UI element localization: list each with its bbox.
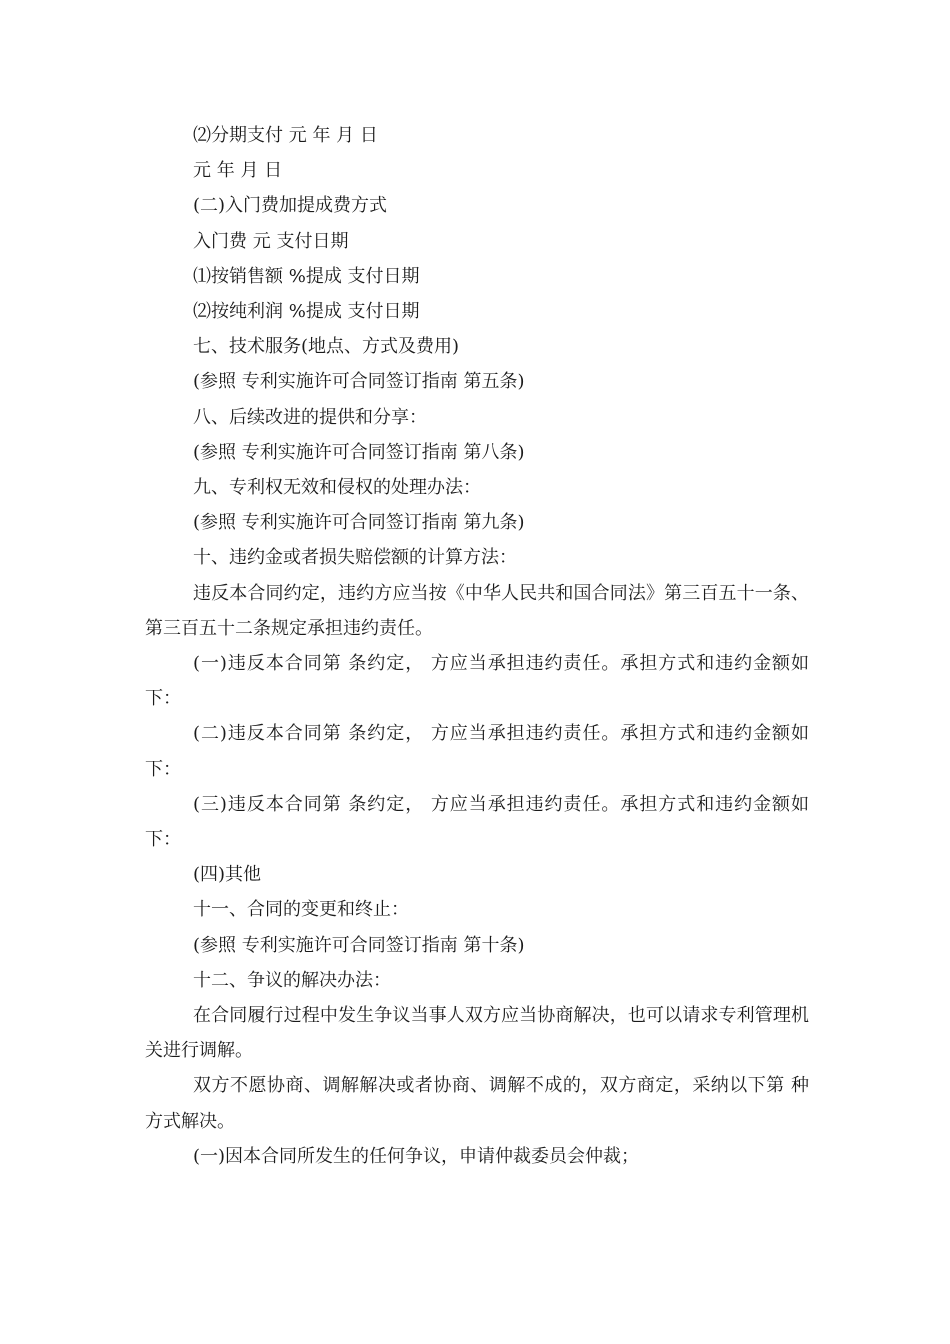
- section-8-reference: (参照 专利实施许可合同签订指南 第八条): [193, 441, 525, 463]
- profit-royalty-line: ⑵按纯利润 %提成 支付日期: [193, 301, 420, 323]
- arbitration-clause: (一)因本合同所发生的任何争议，申请仲裁委员会仲裁；: [193, 1145, 640, 1167]
- breach-clause-3: (三)违反本合同第 条约定， 方应当承担违约责任。承担方式和违约金额如下：: [145, 793, 809, 851]
- entry-fee-royalty-heading: (二)入门费加提成费方式: [193, 195, 388, 217]
- section-10-heading: 十、违约金或者损失赔偿额的计算方法：: [193, 547, 517, 569]
- breach-clause-1: (一)违反本合同第 条约定， 方应当承担违约责任。承担方式和违约金额如下：: [145, 653, 809, 710]
- section-12-body-1: 在合同履行过程中发生争议当事人双方应当协商解决，也可以请求专利管理机关进行调解。: [145, 1005, 809, 1062]
- section-11-reference: (参照 专利实施许可合同签订指南 第十条): [193, 934, 525, 956]
- section-12-heading: 十二、争议的解决办法：: [193, 969, 391, 991]
- payment-installment-line: ⑵分期支付 元 年 月 日: [193, 125, 378, 146]
- section-7-heading: 七、技术服务(地点、方式及费用): [193, 336, 460, 358]
- section-8-heading: 八、后续改进的提供和分享：: [193, 406, 427, 428]
- section-12-body-2: 双方不愿协商、调解解决或者协商、调解不成的，双方商定，采纳以下第 种方式解决。: [145, 1075, 809, 1132]
- entry-fee-line: 入门费 元 支付日期: [193, 230, 349, 252]
- section-10-body: 违反本合同约定，违约方应当按《中华人民共和国合同法》第三百五十一条、第三百五十二条规定承担违约责任。: [145, 582, 809, 639]
- payment-date-line: 元 年 月 日: [193, 160, 283, 182]
- sales-royalty-line: ⑴按销售额 %提成 支付日期: [193, 265, 420, 287]
- section-7-reference: (参照 专利实施许可合同签订指南 第五条): [193, 371, 525, 393]
- section-9-heading: 九、专利权无效和侵权的处理办法：: [193, 477, 481, 499]
- document-body: [145, 118, 809, 1174]
- breach-clause-2: (二)违反本合同第 条约定， 方应当承担违约责任。承担方式和违约金额如下：: [145, 723, 809, 780]
- breach-clause-other: (四)其他: [193, 864, 262, 886]
- section-9-reference: (参照 专利实施许可合同签订指南 第九条): [193, 512, 525, 534]
- section-11-heading: 十一、合同的变更和终止：: [193, 899, 409, 921]
